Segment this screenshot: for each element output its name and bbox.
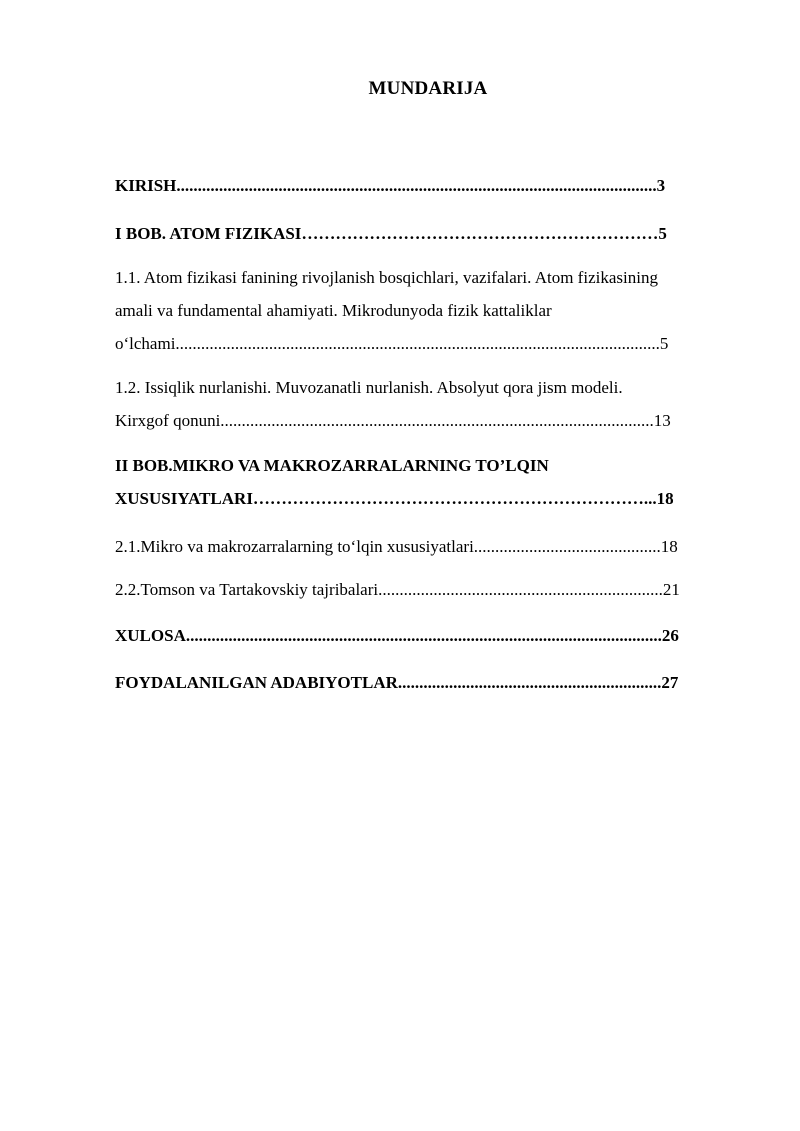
toc-entry-kirish: KIRISH.................................................................................................................3 (115, 176, 666, 195)
toc-entry-chapter-2-line-1: II BOB.MIKRO VA MAKROZARRALARNING TO’LQIN (115, 456, 549, 475)
toc-entry-xulosa: XULOSA................................................................................................................26 (115, 626, 679, 645)
toc-entry-chapter-1: I BOB. ATOM FIZIKASI………………………………………………………5 (115, 224, 667, 243)
toc-entry-1-1-line-3: o‘lchami..................................................................................................................5 (115, 334, 669, 353)
toc-entry-references: FOYDALANILGAN ADABIYOTLAR..............................................................27 (115, 673, 679, 692)
page-title: MUNDARIJA (368, 78, 488, 99)
toc-entry-chapter-2-line-2: XUSUSIYATLARI……………………………………………………………...18 (115, 489, 674, 508)
toc-entry-2-1: 2.1.Mikro va makrozarralarning to‘lqin xususiyatlari............................................18 (115, 537, 678, 556)
toc-entry-1-2-line-1: 1.2. Issiqlik nurlanishi. Muvozanatli nurlanish. Absolyut qora jism modeli. (115, 378, 623, 397)
toc-entry-1-1-line-2: amali va fundamental ahamiyati. Mikrodunyoda fizik kattaliklar (115, 301, 552, 320)
toc-entry-2-2: 2.2.Tomson va Tartakovskiy tajribalari...................................................................21 (115, 580, 680, 599)
toc-entry-1-1-line-1: 1.1. Atom fizikasi fanining rivojlanish bosqichlari, vazifalari. Atom fizikasining (115, 268, 658, 287)
toc-entry-1-2-line-2: Kirxgof qonuni......................................................................................................13 (115, 411, 671, 430)
